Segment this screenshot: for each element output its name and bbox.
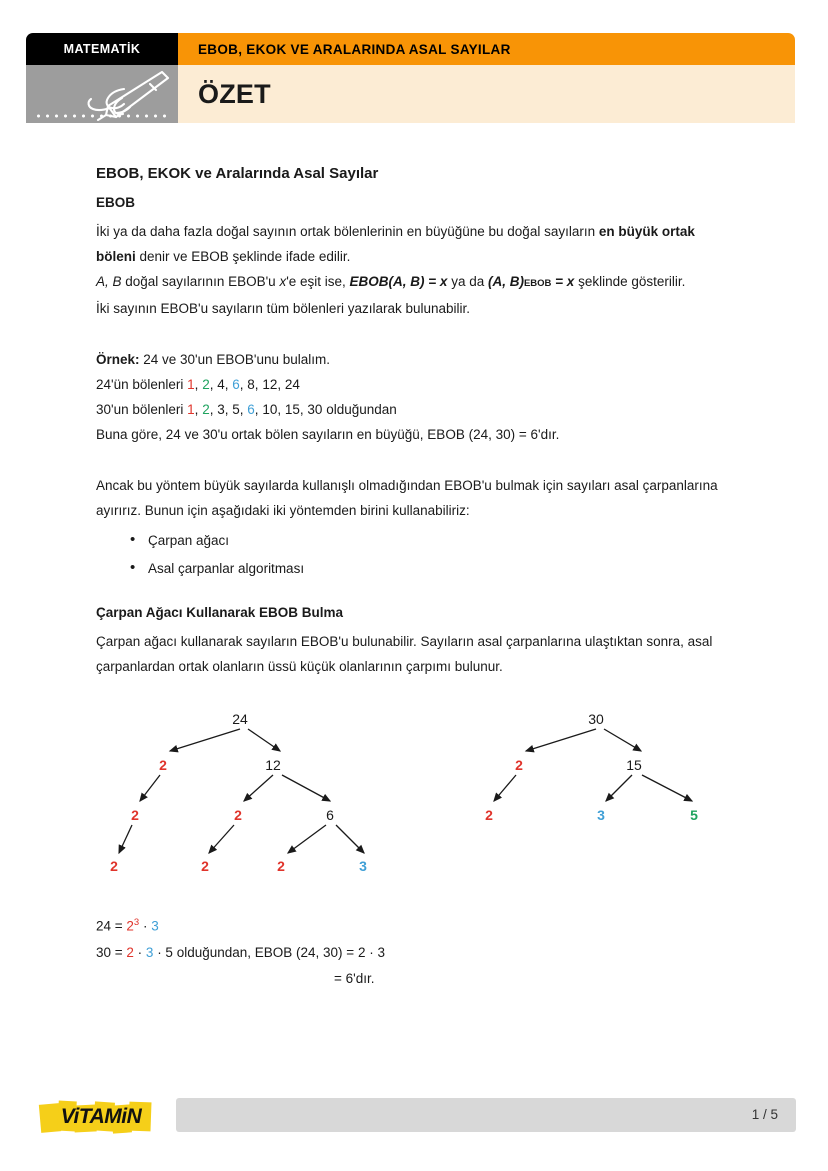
tree-node-2: 2	[234, 807, 242, 823]
tree-node-30: 30	[588, 711, 604, 727]
notation-formula-3: = x	[551, 274, 575, 289]
tree-node-3: 3	[597, 807, 605, 823]
page-footer	[0, 1090, 828, 1150]
dotted-divider	[34, 114, 170, 118]
divisors-24-line: 24'ün bölenleri 1, 2, 4, 6, 8, 12, 24	[96, 377, 300, 392]
eq30-factor-2: 2	[126, 944, 134, 960]
tree-node-2: 2	[110, 858, 118, 874]
tree-node-6: 6	[326, 807, 334, 823]
divisor30-6-blue: 6	[247, 402, 255, 417]
divisor-12: 12	[262, 377, 278, 392]
eq30-lhs: 30 =	[96, 944, 127, 960]
notation-text-4: şeklinde gösterilir.	[574, 274, 686, 289]
topic-bar	[178, 33, 795, 65]
divisor-24: 24	[284, 377, 300, 392]
eq24-lhs: 24 =	[96, 918, 127, 934]
divisors-24-label: 24'ün bölenleri	[96, 377, 188, 392]
divisors-30-label: 30'un bölenleri	[96, 402, 188, 417]
notation-formula-2: (A, B)	[487, 274, 524, 289]
example-text: 24 ve 30'un EBOB'unu bulalım.	[139, 352, 331, 367]
divisor-4: 4	[217, 377, 225, 392]
divisor30-30: 30	[307, 402, 323, 417]
vitamin-logo-text: ViTAMiN	[60, 1105, 142, 1128]
tree-edge	[170, 729, 240, 751]
title-band	[178, 65, 795, 123]
tree-edge	[288, 825, 326, 853]
notation-ab: A, B	[96, 274, 122, 289]
divisor-8: 8	[247, 377, 255, 392]
tree-node-3: 3	[359, 858, 367, 874]
page-indicator: 1 / 5	[751, 1107, 778, 1122]
notation-x-1: x	[279, 274, 287, 289]
divisor30-2-green: 2	[202, 402, 210, 417]
tree-node-15: 15	[626, 757, 642, 773]
divisors-30-suffix: olduğundan	[322, 402, 397, 417]
list-item: • Çarpan ağacı	[148, 527, 736, 555]
tree-edge	[282, 775, 330, 801]
notation-formula-1: EBOB(A, B) = x	[349, 274, 448, 289]
divisor30-3: 3	[217, 402, 225, 417]
divisor30-5: 5	[232, 402, 240, 417]
factor-tree-heading: Çarpan Ağacı Kullanarak EBOB Bulma	[96, 605, 344, 620]
method-intro-paragraph: Ancak bu yöntem büyük sayılarda kullanışlı olmadığından EBOB'u bulmak için sayıları asal çarpanlarına ayırırız. Bunun için aşağıdaki iki yöntemden birini kullanabiliriz:	[96, 478, 718, 518]
factor-tree-24	[108, 703, 408, 888]
tree-node-2: 2	[201, 858, 209, 874]
tree-30-edges	[466, 703, 746, 888]
notation-text-3: ya da	[447, 274, 488, 289]
equation-30	[96, 940, 736, 966]
tree-edge	[119, 825, 132, 853]
divisor30-1-red: 1	[187, 402, 195, 417]
example-label: Örnek:	[96, 352, 140, 367]
eq24-exponent: 3	[133, 917, 140, 928]
eq24-dot: ·	[139, 918, 152, 934]
page-title: ÖZET	[198, 78, 271, 109]
divisor30-10: 10	[262, 402, 278, 417]
tree-edge	[604, 729, 641, 751]
divisor-6-blue: 6	[232, 377, 240, 392]
notation-subscript: EBOB	[523, 278, 552, 289]
def-text-1: İki ya da daha fazla doğal sayının ortak bölenlerinin en büyüğüne bu doğal sayıların	[96, 224, 599, 239]
equation-24	[96, 910, 736, 940]
eq24-factor-3: 3	[151, 918, 159, 934]
divisors-30-line: 30'un bölenleri 1, 2, 3, 5, 6, 10, 15, 30 olduğundan	[96, 402, 397, 417]
notation-text-2: 'e eşit ise,	[286, 274, 350, 289]
eq24-base: 2	[126, 918, 134, 934]
tree-edge	[336, 825, 364, 853]
page-progress-bar	[176, 1098, 796, 1132]
ebob-notation-paragraph	[96, 269, 736, 296]
tree-edge	[494, 775, 516, 801]
result-equations	[96, 910, 736, 992]
eq30-factor-3: 3	[145, 944, 154, 960]
vitamin-logo	[38, 1098, 164, 1136]
tree-node-24: 24	[232, 711, 248, 727]
ebob-definition-paragraph	[96, 219, 736, 269]
def-text-2: denir ve EBOB şeklinde ifade edilir.	[135, 249, 351, 264]
tree-edge	[606, 775, 632, 801]
tree-node-2: 2	[131, 807, 139, 823]
tree-edge	[248, 729, 280, 751]
tree-edge	[642, 775, 692, 801]
method-list	[96, 527, 736, 583]
list-item: • Asal çarpanlar algoritması	[148, 555, 736, 583]
subject-badge	[26, 33, 178, 65]
tree-node-2: 2	[277, 858, 285, 874]
divisor-1-red: 1	[187, 377, 195, 392]
tree-edge	[209, 825, 234, 853]
tree-node-5: 5	[690, 807, 698, 823]
tree-edge	[526, 729, 596, 751]
ebob-method-sentence: İki sayının EBOB'u sayıların tüm bölenleri yazılarak bulunabilir.	[96, 301, 471, 316]
factor-tree-30	[466, 703, 746, 888]
example-line	[96, 347, 736, 372]
page-header	[26, 33, 795, 123]
ebob-heading: EBOB	[96, 195, 136, 210]
tree-node-2: 2	[485, 807, 493, 823]
divisor-2-green: 2	[202, 377, 210, 392]
section-heading: EBOB, EKOK ve Aralarında Asal Sayılar	[96, 165, 379, 182]
tree-edge	[140, 775, 160, 801]
equation-result: = 6'dır.	[334, 970, 375, 986]
tree-node-2: 2	[159, 757, 167, 773]
divisor30-15: 15	[284, 402, 300, 417]
factor-tree-diagrams	[96, 703, 736, 888]
subject-label: MATEMATİK	[63, 42, 141, 56]
eq30-dot-1: ·	[133, 944, 146, 960]
def-text-bold: en büyük ortak böleni	[96, 224, 695, 264]
tree-edge	[244, 775, 273, 801]
header-icon-box	[26, 65, 178, 123]
notation-text-1: doğal sayılarının EBOB'u	[121, 274, 280, 289]
topic-label: EBOB, EKOK VE ARALARINDA ASAL SAYILAR	[198, 41, 511, 57]
example-conclusion: Buna göre, 24 ve 30'u ortak bölen sayıların en büyüğü, EBOB (24, 30) = 6'dır.	[96, 427, 560, 442]
eq30-rest: · 5 olduğundan, EBOB (24, 30) = 2 · 3	[153, 944, 385, 960]
factor-tree-intro: Çarpan ağacı kullanarak sayıların EBOB'u bulunabilir. Sayıların asal çarpanlarına ulaştıktan sonra, asal çarpanlardan ortak olanların üssü küçük olanlarının çarpımı bulunur.	[96, 634, 713, 674]
document-body	[96, 165, 736, 992]
tree-node-12: 12	[265, 757, 281, 773]
tree-node-2: 2	[515, 757, 523, 773]
